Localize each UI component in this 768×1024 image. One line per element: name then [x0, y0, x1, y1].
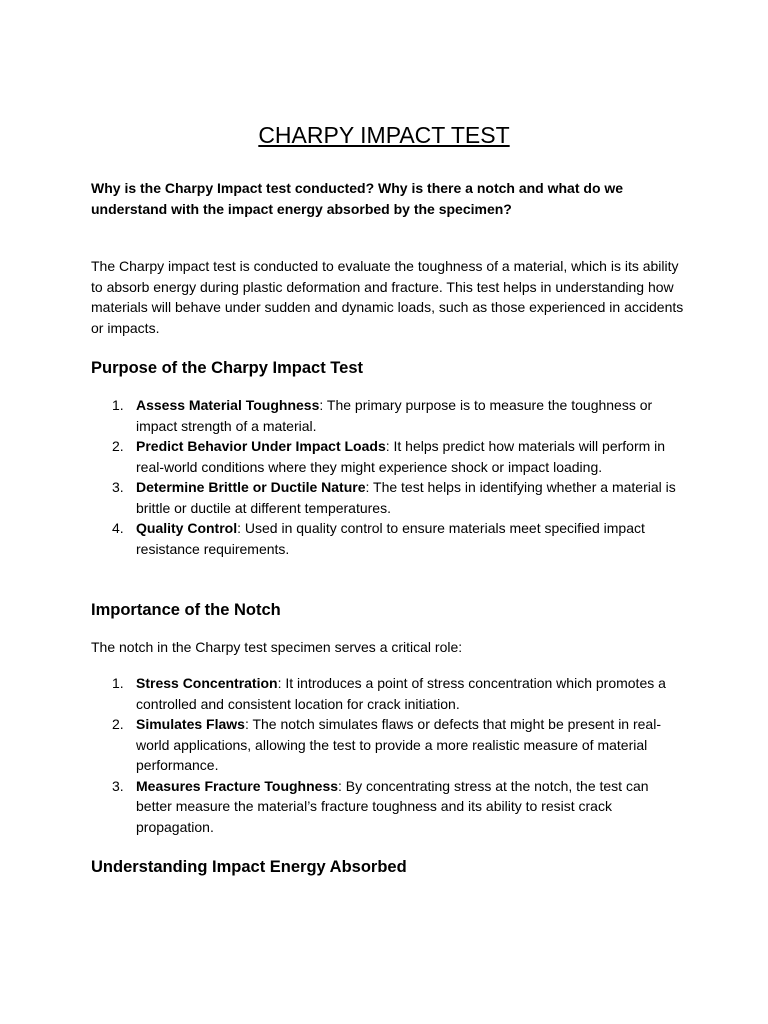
- list-item-text: : It introduces a point of stress concentration which promotes a controlled and consistent location for crack initiation.: [136, 675, 666, 712]
- notch-intro: The notch in the Charpy test specimen serves a critical role:: [91, 639, 463, 655]
- document-title: CHARPY IMPACT TEST: [258, 122, 510, 148]
- section-heading-energy: Understanding Impact Energy Absorbed: [91, 858, 407, 876]
- intro-paragraph: The Charpy impact test is conducted to evaluate the toughness of a material, which is its ability to absorb energy during plastic deformation and fracture. This test helps in understanding how materials will behave under sudden and dynamic loads, such as those experienced in accidents or impacts.: [91, 258, 684, 336]
- list-item-term: Determine Brittle or Ductile Nature: [136, 479, 366, 495]
- section-heading-notch: Importance of the Notch: [91, 601, 281, 619]
- purpose-list: [91, 395, 681, 559]
- list-number: 3.: [112, 777, 124, 794]
- list-item-term: Quality Control: [136, 520, 238, 536]
- list-item: [91, 436, 681, 477]
- list-number: 2.: [112, 716, 124, 732]
- list-number: 2.: [112, 438, 124, 454]
- list-item: [91, 395, 681, 436]
- list-item: [91, 776, 681, 838]
- notch-list: [91, 673, 681, 837]
- list-item-term: Simulates Flaws: [136, 716, 245, 732]
- list-item-text: : The notch simulates flaws or defects that might be present in real-world applications, allowing the test to provide a more realistic measure of material performance.: [136, 716, 661, 773]
- section-heading-purpose: Purpose of the Charpy Impact Test: [91, 359, 363, 377]
- list-item-text: : Used in quality control to ensure materials meet specified impact resistance requirements.: [136, 520, 645, 557]
- list-item-text: : It helps predict how materials will perform in real-world conditions where they might experience shock or impact loading.: [136, 438, 666, 475]
- question-text: Why is the Charpy Impact test conducted? Why is there a notch and what do we understand with the impact energy absorbed by the specimen?: [91, 180, 624, 217]
- list-item: [91, 673, 681, 714]
- list-number: 4.: [112, 520, 124, 536]
- list-item-text: : The test helps in identifying whether a material is brittle or ductile at different temperatures.: [136, 479, 676, 516]
- list-item-term: Stress Concentration: [136, 675, 278, 691]
- list-item-term: Measures Fracture Toughness: [136, 777, 339, 794]
- list-number: 3.: [112, 479, 124, 495]
- list-item-term: Assess Material Toughness: [136, 397, 320, 413]
- list-item: [91, 714, 681, 776]
- list-item-term: Predict Behavior Under Impact Loads: [136, 438, 386, 454]
- list-item-text: : The primary purpose is to measure the toughness or impact strength of a material.: [136, 397, 653, 434]
- list-number: 1.: [112, 397, 124, 413]
- list-item: [91, 477, 681, 518]
- list-item-text: : By concentrating stress at the notch, the test can better measure the material’s fracture toughness and its ability to resist crack propagation.: [136, 777, 649, 835]
- list-number: 1.: [112, 675, 124, 691]
- list-item: [91, 518, 681, 559]
